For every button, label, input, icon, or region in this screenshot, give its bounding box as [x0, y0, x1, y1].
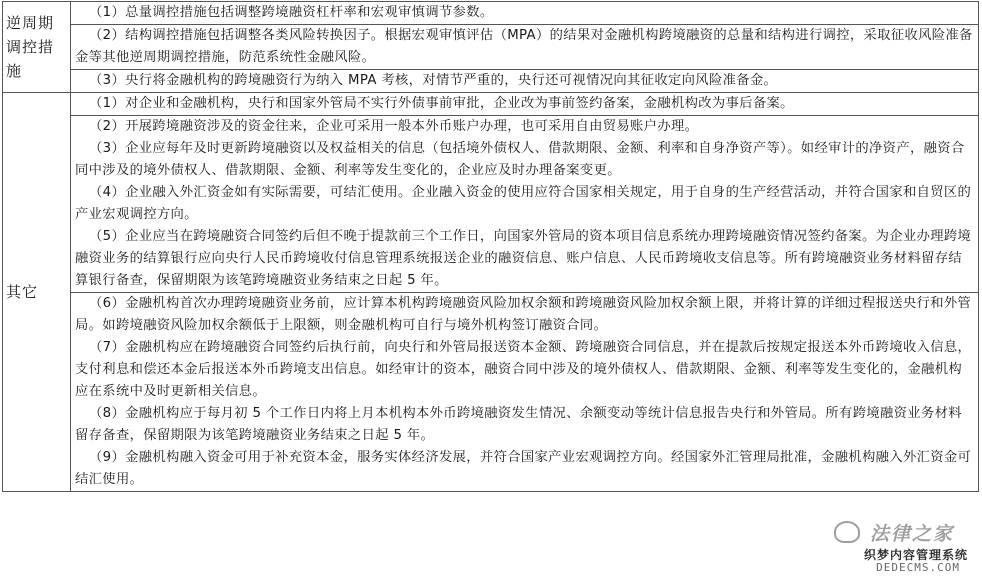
wechat-icon	[834, 521, 860, 543]
item-text: （7）金融机构应在跨境融资合同签约后执行前，向央行和外管局报送资本金额、跨境融资合同信息，并在提款后按规定报送本外币跨境收入信息，支付利息和偿还本金后报送本外币跨境支出信息。如经审计的资本，融资合同中涉及的境外债权人、借款期限、金额、利率等发生变化的，金融机构应在系统中及时更新相关信息。	[75, 340, 972, 399]
item-text: （3）企业应每年及时更新跨境融资以及权益相关的信息（包括境外债权人、借款期限、金额、利率和自身净资产等）。如经审计的净资产，融资合同中涉及的境外债权人、借款期限、金额、利率等发生变化的，企业应及时办理备案变更。	[75, 141, 965, 178]
category-countercyclical: 逆周期调控措施	[3, 2, 71, 93]
item-text: （4）企业融入外汇资金如有实际需要，可结汇使用。企业融入资金的使用应符合国家相关规定，用于自身的生产经营活动，并符合国家和自贸区的产业宏观调控方向。	[75, 185, 972, 222]
section-countercyclical	[3, 2, 979, 25]
countercyclical-item-3	[71, 70, 979, 93]
watermark-sub2: DEDECMS.COM	[876, 561, 960, 574]
item-text: （1）对企业和金融机构，央行和国家外管局不实行外债事前审批，企业改为事前签约备案，金融机构改为事后备案。	[89, 96, 794, 111]
section-other-row-3	[3, 293, 979, 492]
countercyclical-item-2	[71, 25, 979, 70]
item-text: （8）金融机构应于每月初 5 个工作日内将上月本机构本外币跨境融资发生情况、余额变动等统计信息报告央行和外管局。所有跨境融资业务材料留存备查，保留期限为该笔跨境融资业务结束之日起 5 年。	[75, 406, 962, 443]
section-countercyclical-row-3	[3, 70, 979, 93]
other-item-1	[71, 93, 979, 116]
regulation-table	[2, 1, 979, 492]
category-other: 其它	[3, 93, 71, 492]
section-other	[3, 93, 979, 116]
item-text: （3）央行将金融机构的跨境融资行为纳入 MPA 考核，对情节严重的，央行还可视情况向其征收定向风险准备金。	[89, 73, 778, 88]
other-items-2-5	[71, 116, 979, 293]
countercyclical-item-1	[71, 2, 979, 25]
section-other-row-2	[3, 116, 979, 293]
item-text: （9）金融机构融入资金可用于补充资本金，服务实体经济发展，并符合国家产业宏观调控方向。经国家外汇管理局批准，金融机构融入外汇资金可结汇使用。	[75, 450, 972, 487]
item-text: （2）结构调控措施包括调整各类风险转换因子。根据宏观审慎评估（MPA）的结果对金融机构跨境融资的总量和结构进行调控，采取征收风险准备金等其他逆周期调控措施，防范系统性金融风险。	[75, 28, 973, 65]
watermark-sub1: 织梦内容管理系统	[863, 548, 968, 562]
other-items-6-9	[71, 293, 979, 492]
watermark-main: 法律之家	[869, 523, 954, 545]
watermark	[804, 519, 974, 575]
item-text: （1）总量调控措施包括调整跨境融资杠杆率和宏观审慎调节参数。	[89, 5, 494, 20]
item-text: （5）企业应当在跨境融资合同签约后但不晚于提款前三个工作日，向国家外管局的资本项目信息系统办理跨境融资情况签约备案。为企业办理跨境融资业务的结算银行应向央行人民币跨境收付信息管理系统报送企业的融资信息、账户信息、人民币跨境收支信息等。所有跨境融资业务材料留存结算银行备查，保留期限为该笔跨境融资业务结束之日起 5 年。	[75, 229, 972, 288]
item-text: （6）金融机构首次办理跨境融资业务前，应计算本机构跨境融资风险加权余额和跨境融资风险加权余额上限，并将计算的详细过程报送央行和外管局。如跨境融资风险加权余额低于上限额，则金融机构可自行与境外机构签订融资合同。	[75, 296, 972, 333]
section-countercyclical-row-2	[3, 25, 979, 70]
item-text: （2）开展跨境融资涉及的资金往来，企业可采用一般本外币账户办理，也可采用自由贸易账户办理。	[89, 119, 699, 134]
